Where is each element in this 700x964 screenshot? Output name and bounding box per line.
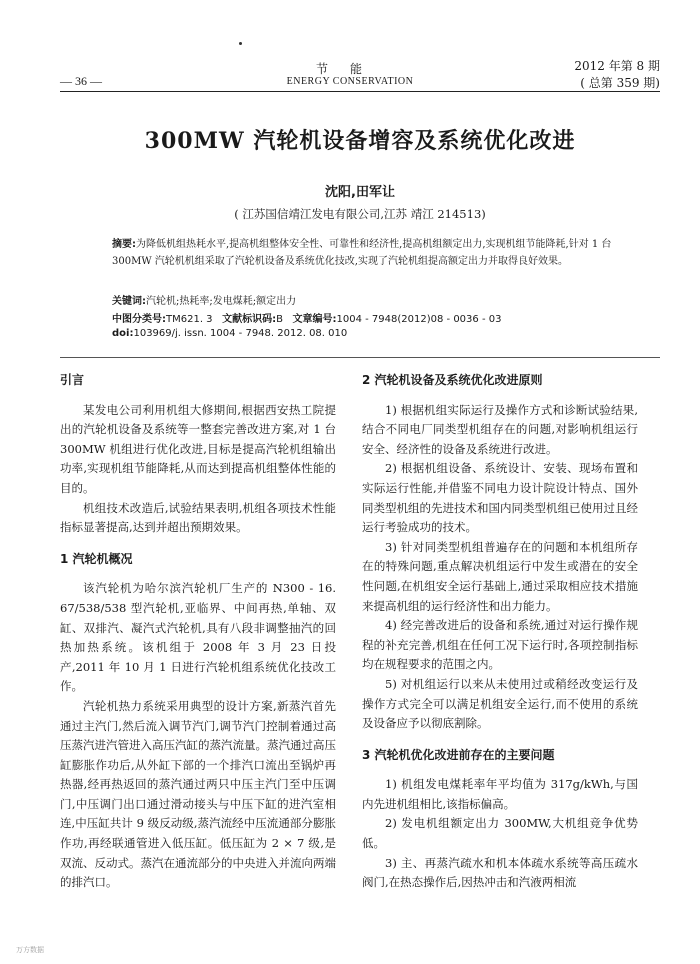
section-1-heading: 1 汽轮机概况	[60, 551, 133, 566]
article-number-value: 1004 - 7948(2012)08 - 0036 - 03	[336, 314, 502, 325]
article-number-label: 文章编号:	[292, 314, 337, 325]
section-1-paragraph-1: 该汽轮机为哈尔滨汽轮机厂生产的 N300 - 16. 67/538/538 型汽轮机,亚临界、中间再热,单轴、双缸、双排汽、凝汽式汽轮机,具有八段非调整抽汽的回热加热系统。该机组于 2008 年 3 月 23 日投产,2011 年 10 月 1 日进行汽轮机组系统优化技改工作。	[60, 581, 336, 694]
abstract-label: 摘要:	[112, 239, 136, 250]
issue-number: 2012 年第 8 期	[574, 59, 660, 73]
intro-heading: 引言	[60, 373, 85, 387]
principle-5: 5) 对机组运行以来从未使用过或稍经改变运行及操作方式完全可以满足机组安全运行,而不使用的系统及设备应予以彻底割除。	[362, 676, 638, 731]
scan-speck	[239, 42, 242, 45]
author-affiliation: ( 江苏国信靖江发电有限公司,江苏 靖江 214513)	[234, 207, 486, 221]
principle-4: 4) 经完善改进后的设备和系统,通过对运行操作规程的补充完善,机组在任何工况下运行时,各项控制指标均在规程要求的范围之内。	[362, 618, 638, 672]
abstract	[112, 236, 612, 270]
journal-name-cn: 节能	[315, 62, 384, 76]
watermark: 万方数据	[16, 946, 44, 954]
abstract-text: 为降低机组热耗水平,提高机组整体安全性、可靠性和经济性,提高机组额定出力,实现机组节能降耗,针对 1 台 300MW 汽轮机机组采取了汽轮机设备及系统优化技改,实现了汽轮机组提高额定出力并取得良好效果。	[112, 239, 612, 267]
left-column	[60, 371, 336, 893]
clc-value: TM621. 3	[166, 314, 213, 325]
principle-2: 2) 根据机组设备、系统设计、安装、现场布置和实际运行性能,并借鉴不同电力设计院设计特点、国外同类型机组的先进技术和国内同类型机组已使用过且经运行考验成功的技术。	[362, 461, 638, 535]
article-title: 300MW 汽轮机设备增容及系统优化改进	[144, 128, 576, 154]
keywords-text: 汽轮机;热耗率;发电煤耗;额定出力	[146, 296, 297, 307]
issue-info	[540, 58, 660, 92]
doc-code-label: 文献标识码:	[222, 314, 277, 325]
section-1-paragraph-2: 汽轮机热力系统采用典型的设计方案,新蒸汽首先通过主汽门,然后流入调节汽门,调节汽门控制着通过高压蒸汽进汽管进入高压汽缸的蒸汽流量。蒸汽通过高压缸膨胀作功后,从外缸下部的一个排汽口流出至锅炉再热器,经再热返回的蒸汽通过两只中压主汽门至中压调门,中压调门出口通过滑动接头与中压下缸的进汽室相连,中压缸共计 9 级反动级,蒸汽流经中压流通部分膨胀作功,再经联通管进入低压缸。低压缸为 2 × 7 级,是双流、反动式。蒸汽在通流部分的中央进入并流向两端的排汽口。	[60, 698, 336, 890]
section-3-heading: 3 汽轮机优化改进前存在的主要问题	[362, 747, 555, 762]
problem-2: 2) 发电机组额定出力 300MW,大机组竞争优势低。	[362, 816, 638, 851]
principle-1: 1) 根据机组实际运行及操作方式和诊断试验结果,结合不同电厂同类型机组存在的问题,对影响机组运行安全、经济性的设备及系统进行改进。	[362, 402, 638, 456]
doi-label: doi:	[112, 328, 134, 339]
clc-label: 中图分类号:	[112, 314, 166, 325]
right-column	[362, 371, 638, 893]
section-2-heading: 2 汽轮机设备及系统优化改进原则	[362, 373, 543, 387]
total-issue-number: ( 总第 359 期)	[580, 76, 660, 90]
principle-3: 3) 针对同类型机组普遍存在的问题和本机组所存在的特殊问题,重点解决机组运行中发生或潜在的安全性问题,在机组安全运行基础上,通过采取相应技术措施来提高机组的运行经济性和出力能力。	[362, 539, 638, 613]
problem-1: 1) 机组发电煤耗率年平均值为 317g/kWh,与国内先进机组相比,该指标偏高。	[362, 777, 638, 811]
section-rule	[60, 357, 660, 358]
page-number: — 36 —	[60, 74, 102, 88]
problem-3: 3) 主、再蒸汽疏水和机本体疏水系统等高压疏水阀门,在热态操作后,因热冲击和汽液两相流	[362, 855, 638, 890]
intro-paragraph-2: 机组技术改造后,试验结果表明,机组各项技术性能指标显著提高,达到并超出预期效果。	[60, 500, 336, 535]
doc-code-value: B	[276, 314, 283, 325]
doi-line	[112, 328, 612, 339]
keywords-label: 关键词:	[112, 296, 146, 307]
classification-line	[112, 310, 632, 325]
header-rule	[60, 91, 660, 92]
keywords	[112, 292, 612, 307]
article-authors: 沈阳,田军让	[325, 185, 395, 200]
journal-name-en: ENERGY CONSERVATION	[286, 76, 414, 87]
doi-value: 103969/j. issn. 1004 - 7948. 2012. 08. 010	[133, 328, 348, 339]
intro-paragraph-1: 某发电公司利用机组大修期间,根据西安热工院提出的汽轮机设备及系统等一整套完善改进方案,对 1 台 300MW 机组进行优化改进,目标是提高汽轮机组输出功率,实现机组节能降耗,从而达到提高机组整体性能的目的。	[60, 402, 336, 495]
